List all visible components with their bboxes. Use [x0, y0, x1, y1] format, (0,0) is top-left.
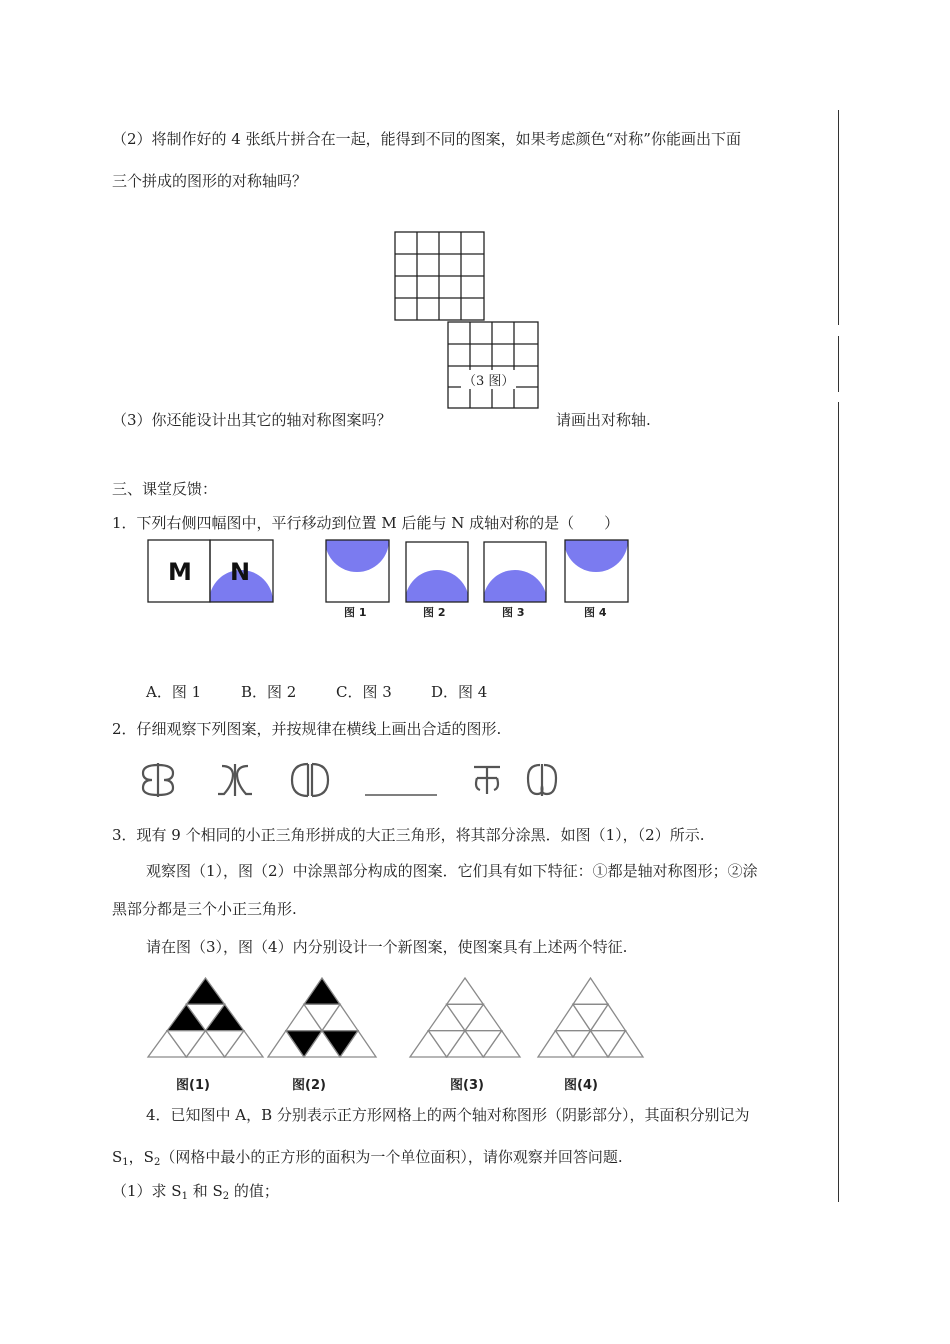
tri-label-2: 图(2) — [292, 1078, 326, 1093]
s2-prefix: ，S — [128, 1148, 154, 1166]
triangle-cell — [186, 978, 224, 1004]
option-a: A．图 1 — [146, 683, 202, 701]
pattern-sequence — [0, 750, 950, 810]
tri-label-3: 图(3) — [450, 1078, 484, 1093]
pattern-2 — [218, 764, 252, 796]
q3-left: （3）你还能设计出其它的轴对称图案吗？ — [112, 411, 392, 429]
q1-part-c: 的值； — [229, 1182, 279, 1200]
q1-sub-1: 1 — [181, 1191, 188, 1202]
n-label: N — [230, 558, 251, 586]
q2-line2: 三个拼成的图形的对称轴吗？ — [112, 172, 308, 190]
problem-2: 2．仔细观察下列图案，并按规律在横线上画出合适的图形. — [112, 720, 502, 738]
q1-part-a: （1）求 S — [112, 1182, 182, 1200]
pattern-6 — [528, 764, 556, 796]
problem-1: 1．下列右侧四幅图中，平行移动到位置 M 后能与 N 成轴对称的是（ ） — [112, 514, 620, 532]
pattern-3 — [292, 764, 328, 796]
triangle-cell — [447, 978, 484, 1004]
option-b: B．图 2 — [241, 683, 297, 701]
q2-line1: （2）将制作好的 4 张纸片拼合在一起，能得到不同的图案，如果考虑颜色“对称”你能画出下面 — [112, 130, 741, 148]
pattern-1 — [143, 763, 173, 797]
lower-grid — [448, 322, 538, 408]
pattern-5 — [474, 767, 500, 794]
problem-4-q1 — [112, 1180, 279, 1202]
problem-3-line4: 请在图（3），图（4）内分别设计一个新图案，使图案具有上述两个特征. — [146, 938, 628, 956]
triangle-cell — [304, 978, 340, 1004]
mn-figure — [0, 530, 950, 630]
triangle-fig-2 — [268, 978, 376, 1057]
q3-right: 请画出对称轴. — [556, 411, 651, 429]
q1-part-b: 和 S — [187, 1182, 223, 1200]
fig-label-4: 图 4 — [584, 606, 607, 619]
triangle-fig-3 — [410, 978, 520, 1057]
s-symbol: S — [112, 1148, 123, 1166]
section-heading: 三、课堂反馈： — [112, 480, 218, 498]
m-box — [148, 540, 210, 602]
fig3-caption: （3 图） — [461, 370, 516, 389]
s-sub-2: 2 — [153, 1157, 161, 1168]
problem-3-line1: 3．现有 9 个相同的小正三角形拼成的大正三角形，将其部分涂黑．如图（1），（2）所示. — [112, 826, 705, 844]
upper-grid — [395, 232, 484, 320]
triangle-fig-4 — [538, 978, 643, 1057]
fig-label-2: 图 2 — [423, 606, 446, 619]
q1-sub-2: 2 — [222, 1191, 230, 1202]
fig-label-1: 图 1 — [344, 606, 367, 619]
triangle-fig-1 — [148, 978, 263, 1057]
n-box — [209, 540, 273, 630]
triangle-cell — [573, 978, 608, 1004]
option-c: C．图 3 — [336, 683, 392, 701]
option-d: D．图 4 — [431, 683, 488, 701]
tri-label-4: 图(4) — [564, 1078, 598, 1093]
grid-figure — [0, 0, 950, 420]
option-fig-4 — [564, 530, 628, 602]
problem-4-line2 — [112, 1146, 623, 1168]
problem-3-line3: 黑部分都是三个小正三角形. — [112, 900, 297, 918]
problem-3-line2: 观察图（1），图（2）中涂黑部分构成的图案．它们具有如下特征：①都是轴对称图形；②涂 — [146, 862, 758, 880]
m-label: M — [168, 558, 192, 586]
problem-4-line2-rest: （网格中最小的正方形的面积为一个单位面积），请你观察并回答问题. — [160, 1148, 623, 1166]
s-sub-1: 1 — [122, 1157, 129, 1168]
option-fig-1 — [325, 530, 389, 602]
tri-label-1: 图(1) — [176, 1078, 210, 1093]
fig-label-3: 图 3 — [502, 606, 525, 619]
problem-4-line1: 4．已知图中 A，B 分别表示正方形网格上的两个轴对称图形（阴影部分），其面积分别记为 — [146, 1106, 750, 1124]
